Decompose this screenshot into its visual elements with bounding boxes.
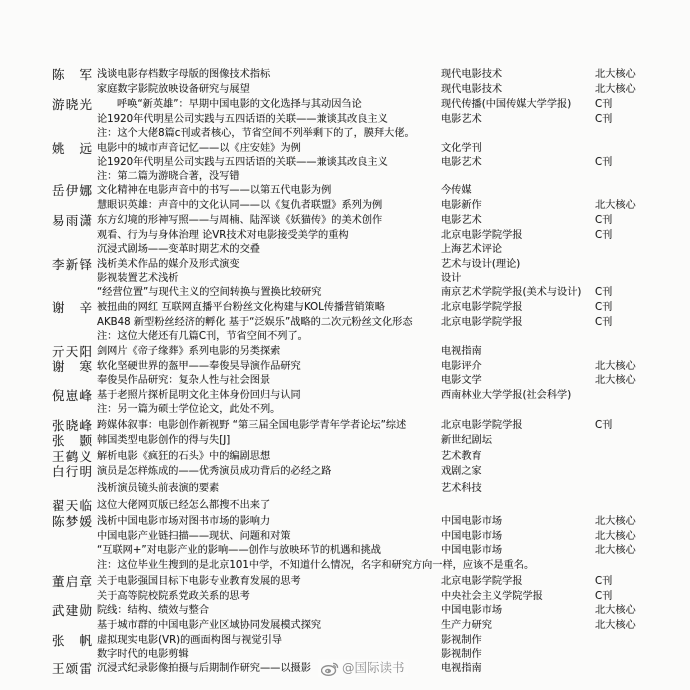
journal-tier: 北大核心: [595, 199, 636, 211]
paper-title: “经营位置”与现代主义的空间转换与置换比较研究: [97, 286, 322, 298]
paper-title: 观看、行为与身体治理 论VR技术对电影接受美学的重构: [97, 229, 349, 241]
note-row: [0, 498, 690, 513]
table-row: [0, 67, 690, 82]
journal-name: 电影艺术: [441, 113, 482, 125]
author-name: 翟天临: [52, 497, 92, 513]
paper-title: 解析电影《疯狂的石头》中的编剧思想: [97, 450, 271, 462]
journal-tier: C刊: [595, 286, 613, 298]
journal-name: 新世纪剧坛: [441, 434, 492, 446]
note-text: 注：第二篇为游晓合著，没写错: [97, 170, 240, 182]
paper-title: 数字时代的电影剪辑: [97, 648, 189, 660]
journal-name: 中央社会主义学院学报: [441, 590, 543, 602]
paper-title: 沉浸式剧场——变革时期艺术的交叠: [97, 243, 260, 255]
author-name: 张晓峰: [52, 417, 92, 433]
journal-name: 艺术与设计(理论): [441, 258, 521, 270]
table-row: [0, 112, 690, 127]
journal-tier: 北大核心: [595, 604, 636, 616]
journal-name: 北京电影学院学报: [441, 229, 523, 241]
journal-tier: 北大核心: [595, 530, 636, 542]
table-row: [0, 183, 690, 198]
table-row: [0, 603, 690, 618]
table-row: [0, 418, 690, 433]
journal-name: 现代传播(中国传媒大学学报): [441, 98, 572, 110]
journal-name: 北京电影学院学报: [441, 575, 523, 587]
author-name: 游晓光: [52, 96, 92, 112]
paper-title: 基于老照片探析昆明文化主体身份回归与认同: [97, 389, 301, 401]
table-row: [0, 344, 690, 359]
author-name: 陈 军: [52, 66, 92, 82]
journal-name: 上海艺术评论: [441, 243, 503, 255]
note-row: [0, 126, 690, 141]
paper-title: 虚拟现实电影(VR)的画面构图与视觉引导: [97, 634, 282, 646]
journal-tier: 北大核心: [595, 374, 636, 386]
note-text: 注：这个大佬8篇c刊或者核心，节省空间不列举剩下的了，膜拜大佬。: [97, 127, 415, 139]
journal-tier: C刊: [595, 301, 613, 313]
table-row: [0, 257, 690, 272]
paper-title: 文化精神在电影声音中的书写——以第五代电影为例: [97, 184, 332, 196]
author-name: 董启章: [52, 573, 92, 589]
journal-tier: C刊: [595, 229, 613, 241]
journal-name: 艺术教育: [441, 450, 482, 462]
paper-title: 浅析演员镜头前表演的要素: [97, 482, 220, 494]
journal-name: 中国电影市场: [441, 530, 503, 542]
table-row: [0, 242, 690, 257]
author-name: 倪崽峰: [52, 387, 92, 403]
table-row: [0, 141, 690, 156]
author-name: 张 帆: [52, 632, 92, 648]
author-name: 谢 辛: [52, 299, 92, 315]
paper-title: 浅析美术作品的媒介及形式演变: [97, 258, 240, 270]
table-row: [0, 481, 690, 496]
table-row: [0, 464, 690, 479]
journal-name: 电影评介: [441, 360, 482, 372]
journal-tier: C刊: [595, 316, 613, 328]
journal-name: 影视制作: [441, 634, 482, 646]
journal-name: 北京电影学院学报: [441, 419, 523, 431]
paper-title: 被扭曲的网红 互联网直播平台粉丝文化构建与KOL传播营销策略: [97, 301, 385, 313]
table-row: [0, 315, 690, 330]
journal-name: 电影艺术: [441, 156, 482, 168]
author-name: 谢 寒: [52, 358, 92, 374]
paper-title: 电影中的城市声音记忆——以《庄安娃》为例: [97, 142, 301, 154]
journal-tier: C刊: [595, 575, 613, 587]
table-row: [0, 529, 690, 544]
table-row: [0, 449, 690, 464]
journal-tier: 北大核心: [595, 68, 636, 80]
author-name: 易雨潇: [52, 212, 92, 228]
author-name: 王鹤义: [52, 448, 92, 464]
journal-tier: 北大核心: [595, 515, 636, 527]
table-row: [0, 574, 690, 589]
journal-name: 电影新作: [441, 199, 482, 211]
table-row: [0, 373, 690, 388]
journal-name: 电影文学: [441, 374, 482, 386]
table-row: [0, 155, 690, 170]
journal-tier: 北大核心: [595, 83, 636, 95]
paper-title: 软化坚硬世界的盔甲——奉俊昊导演作品研究: [97, 360, 301, 372]
journal-tier: 北大核心: [595, 360, 636, 372]
journal-name: 今传媒: [441, 184, 472, 196]
journal-name: 中国电影市场: [441, 544, 503, 556]
paper-title: 关于高等院校院系党政关系的思考: [97, 590, 250, 602]
paper-title: 慧眼识英雄：声音中的文化认同——以《复仇者联盟》系列为例: [97, 199, 383, 211]
table-row: [0, 618, 690, 633]
paper-title: 基于城市群的中国电影产业区域协同发展模式探究: [97, 619, 322, 631]
paper-title: 影视装置艺术浅析: [97, 272, 179, 284]
journal-name: 艺术科技: [441, 482, 482, 494]
paper-title: 跨媒体叙事：电影创作新视野 “第三届全国电影学青年学者论坛”综述: [97, 419, 407, 431]
paper-title: 韩国类型电影创作的得与失[J]: [97, 434, 231, 446]
table-row: [0, 433, 690, 448]
paper-title: 呼唤“新英雄”：早期中国电影的文化选择与其动因刍论: [117, 98, 362, 110]
note-text: 这位大佬网页版已经怎么都搜不出来了: [97, 499, 271, 511]
journal-tier: C刊: [595, 113, 613, 125]
paper-title: 剑网片《帝子缘葬》系列电影的另类探索: [97, 345, 281, 357]
note-row: [0, 329, 690, 344]
table-row: [0, 359, 690, 374]
table-row: [0, 285, 690, 300]
journal-name: 电视指南: [441, 662, 482, 674]
journal-name: 北京电影学院学报: [441, 316, 523, 328]
journal-tier: C刊: [595, 214, 613, 226]
author-name: 岳伊娜: [52, 182, 92, 198]
table-row: [0, 514, 690, 529]
journal-name: 中国电影市场: [441, 604, 503, 616]
author-name: 李新铎: [52, 256, 92, 272]
paper-title: “互联网+”对电影产业的影响——创作与放映环节的机遇和挑战: [97, 544, 381, 556]
journal-name: 电影艺术: [441, 214, 482, 226]
author-name: 姚 远: [52, 140, 92, 156]
journal-name: 戏剧之家: [441, 465, 482, 477]
note-row: [0, 402, 690, 417]
watermark-text: @国际读书: [342, 660, 405, 675]
journal-name: 影视制作: [441, 648, 482, 660]
paper-title: AKB48 新型粉丝经济的孵化 基于“泛娱乐”战略的二次元粉丝文化形态: [97, 316, 413, 328]
table-row: [0, 97, 690, 112]
journal-name: 文化学刊: [441, 142, 482, 154]
journal-tier: 北大核心: [595, 544, 636, 556]
journal-name: 生产力研究: [441, 619, 492, 631]
table-row: [0, 198, 690, 213]
journal-name: 现代电影技术: [441, 83, 503, 95]
journal-name: 现代电影技术: [441, 68, 503, 80]
table-row: [0, 228, 690, 243]
table-row: [0, 388, 690, 403]
journal-name: 设计: [441, 272, 462, 284]
author-name: 陈梦媛: [52, 513, 92, 529]
paper-title: 沉浸式纪录影像拍摄与后期制作研究——以摄影: [97, 662, 311, 674]
paper-title: 中国电影产业链扫描——现状、问题和对策: [97, 530, 291, 542]
journal-name: 电视指南: [441, 345, 482, 357]
paper-title: 论1920年代明星公司实践与五四话语的关联——兼谈其改良主义: [97, 113, 388, 125]
table-row: [0, 633, 690, 648]
table-row: [0, 543, 690, 558]
journal-name: 西南林业大学学报(社会科学): [441, 389, 572, 401]
note-text: 注：这位毕业生搜到的是北京101中学，不知道什么情况，名字和研究方向一样，应该不是重名。: [97, 559, 535, 571]
journal-name: 北京电影学院学报: [441, 301, 523, 313]
paper-title: 奉俊昊作品研究：复杂人性与社会图景: [97, 374, 271, 386]
note-row: [0, 558, 690, 573]
paper-title: 家庭数字影院放映设备研究与展望: [97, 83, 250, 95]
table-row: [0, 271, 690, 286]
journal-tier: C刊: [595, 98, 613, 110]
author-name: 武建勋: [52, 602, 92, 618]
paper-title: 演员是怎样炼成的——优秀演员成功背后的必经之路: [97, 465, 332, 477]
paper-title: 浅析中国电影市场对图书市场的影响力: [97, 515, 271, 527]
table-row: [0, 213, 690, 228]
paper-title: 院线：结构、绩效与整合: [97, 604, 210, 616]
journal-name: 中国电影市场: [441, 515, 503, 527]
weibo-icon: [321, 661, 339, 676]
note-row: [0, 169, 690, 184]
paper-title: 关于电影强国目标下电影专业教育发展的思考: [97, 575, 301, 587]
journal-name: 南京艺术学院学报(美术与设计): [441, 286, 582, 298]
table-row: [0, 82, 690, 97]
table-row: [0, 589, 690, 604]
author-name: 亓天阳: [52, 343, 92, 359]
author-name: 王颂雷: [52, 660, 92, 676]
journal-tier: C刊: [595, 156, 613, 168]
paper-title: 论1920年代明星公司实践与五四话语的关联——兼谈其改良主义: [97, 156, 388, 168]
note-text: 注：这位大佬还有几篇C刊，节省空间不列了。: [97, 330, 308, 342]
table-row: [0, 300, 690, 315]
note-text: 注：另一篇为硕士学位论文，此处不列。: [97, 403, 281, 415]
paper-title: 东方幻境的形神写照——与周楠、陆浑谈《妖猫传》的美术创作: [97, 214, 383, 226]
author-name: 张 颢: [52, 432, 92, 448]
journal-tier: C刊: [595, 590, 613, 602]
paper-title: 浅谈电影存档数字母版的图像技术指标: [97, 68, 271, 80]
author-name: 白行明: [52, 463, 92, 479]
journal-tier: 北大核心: [595, 619, 636, 631]
watermark: [318, 659, 408, 677]
journal-tier: C刊: [595, 419, 613, 431]
